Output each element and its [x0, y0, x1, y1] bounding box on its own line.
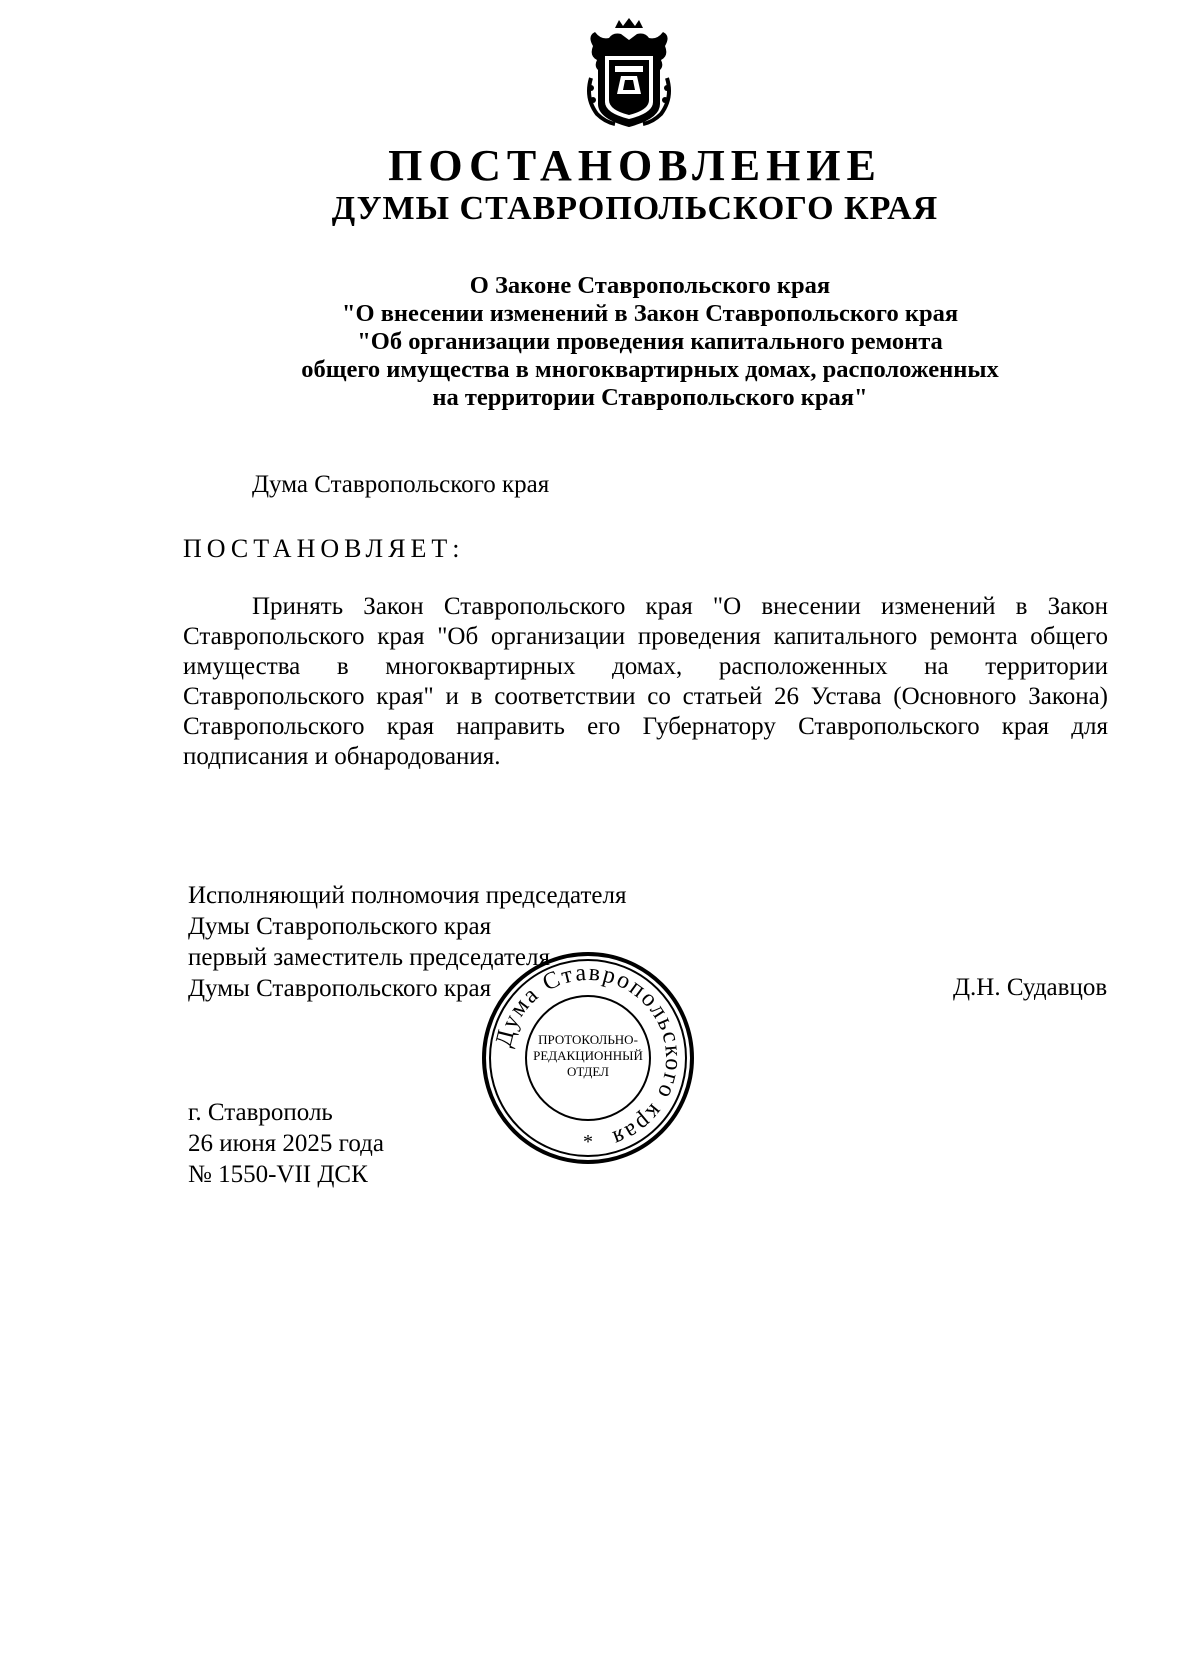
stamp-ring-text: Дума Ставропольского края — [490, 959, 687, 1152]
resolves-heading: ПОСТАНОВЛЯЕТ: — [183, 534, 465, 563]
stamp-star: * — [583, 1131, 593, 1153]
place-date-block — [188, 1097, 384, 1190]
signer-name: Д.Н. Судавцов — [953, 974, 1108, 1001]
issuer-line: Дума Ставропольского края — [252, 471, 550, 498]
subject-line: О Законе Ставропольского края — [469, 272, 831, 299]
stamp-center-line: ОТДЕЛ — [567, 1064, 609, 1079]
date: 26 июня 2025 года — [188, 1130, 384, 1157]
signature-line: первый заместитель председателя — [188, 944, 550, 971]
signature-line: Исполняющий полномочия председателя — [188, 882, 627, 909]
subject-line: на территории Ставропольского края" — [432, 384, 868, 411]
document-issuer: ДУМЫ СТАВРОПОЛЬСКОГО КРАЯ — [331, 190, 939, 227]
city: г. Ставрополь — [188, 1099, 333, 1126]
subject-line: общего имущества в многоквартирных домах, расположенных — [301, 356, 999, 383]
signature-line: Думы Ставропольского края — [188, 975, 492, 1002]
resolution-paragraph: Принять Закон Ставропольского края "О внесении изменений в Закон Ставропольского края "Об организации проведения капитального ремонта общего имущества в многоквартирных домах, расположенных на территории Ставропольского края" и в соответствии со статьей 26 Устава (Основного Закона) Ставропольского края направить его Губернатору Ставропольского края для подписания и обнародования. — [183, 593, 1108, 770]
coat-of-arms-icon — [585, 18, 673, 128]
document-number: № 1550-VII ДСК — [188, 1161, 368, 1188]
subject-line: "О внесении изменений в Закон Ставропольского края — [341, 300, 959, 327]
document-title: ПОСТАНОВЛЕНИЕ — [388, 141, 882, 190]
signature-line: Думы Ставропольского края — [188, 913, 492, 940]
document-subject — [100, 272, 1200, 412]
stamp-center-line: РЕДАКЦИОННЫЙ — [533, 1048, 643, 1063]
stamp-center-line: ПРОТОКОЛЬНО- — [538, 1032, 638, 1047]
subject-line: "Об организации проведения капитального ремонта — [357, 328, 943, 355]
official-stamp — [478, 948, 698, 1168]
